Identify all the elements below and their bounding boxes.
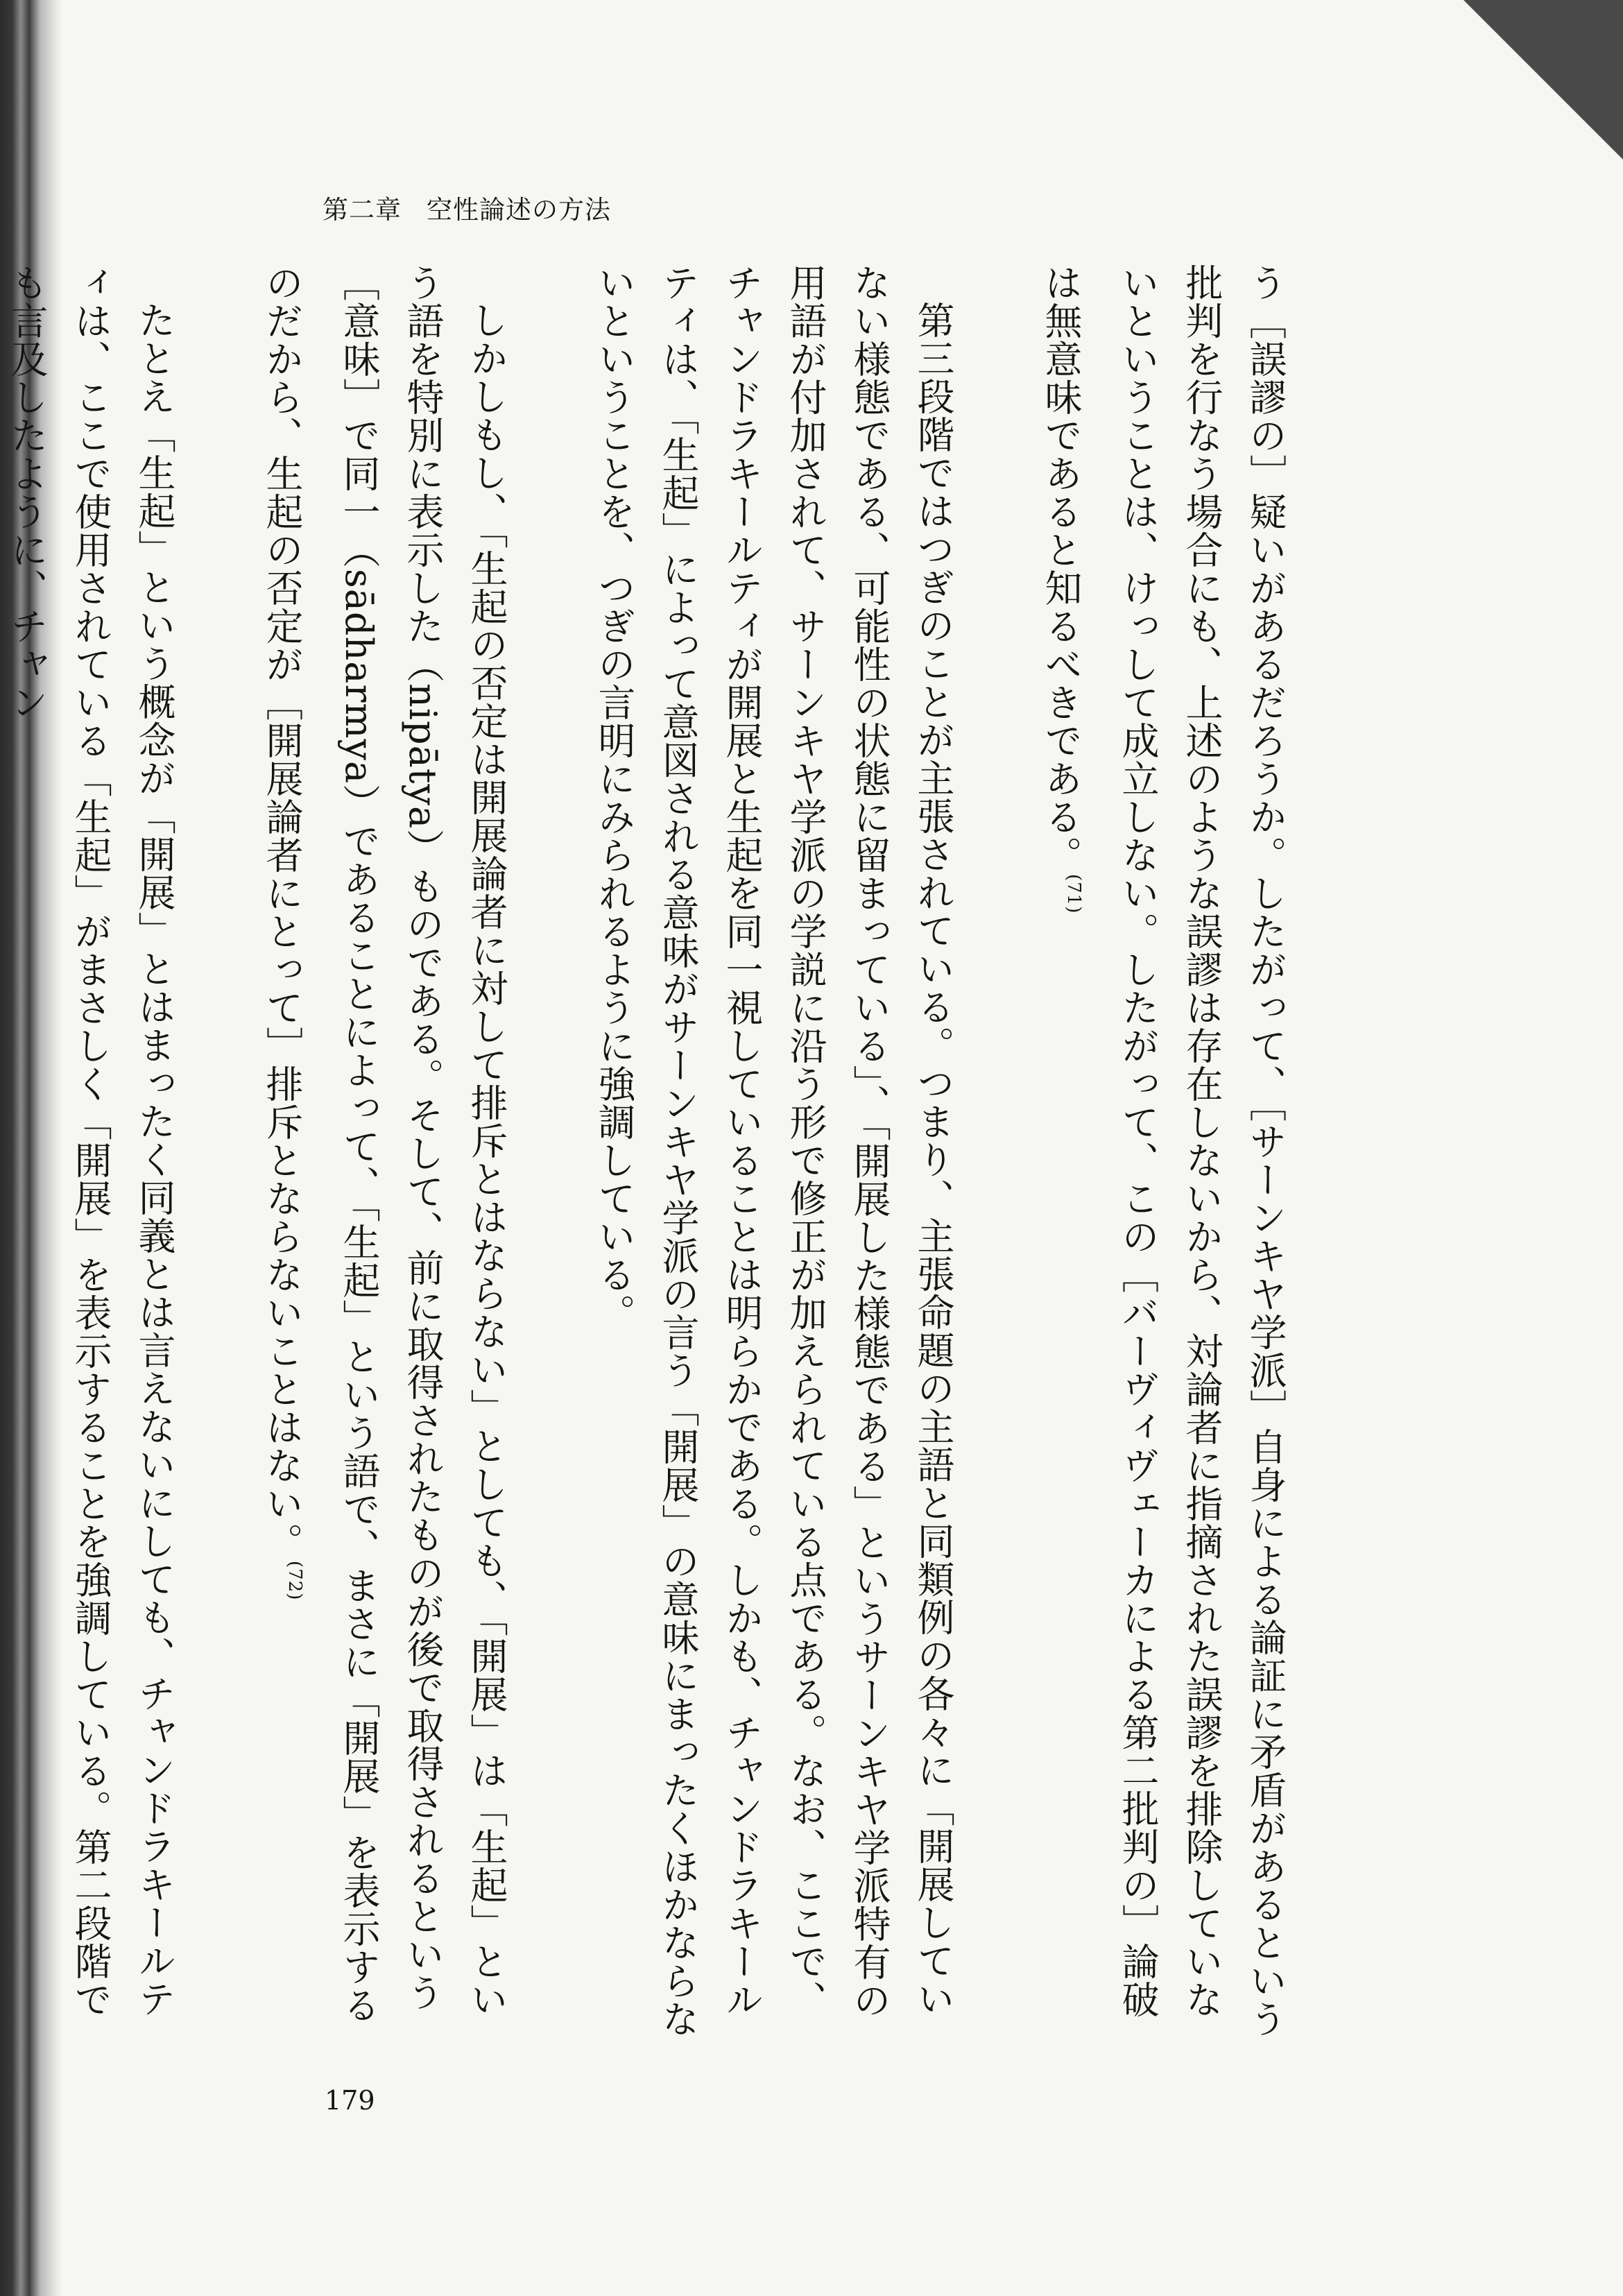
scan-corner-shadow (1463, 0, 1623, 160)
chapter-title: 空性論述の方法 (427, 195, 611, 225)
paragraph-1: う［誤謬の］疑いがあるだろうか。したがって、［サーンキヤ学派］自身による論証に矛盾があるという批判を行なう場合にも、上述のような誤謬は存在しないから、対論者に指摘された誤謬を排除していないということは、けっして成立しない。したがって、この［バーヴィヴェーカによる第二批判の］論破は無意味であると知るべきである。$^{(71)}$ (1039, 264, 1287, 2038)
page-number: 179 (325, 2085, 375, 2116)
footnote-ref-71[interactable]: (71) (1063, 874, 1084, 914)
vertical-text-body (0, 264, 1297, 2053)
running-head (323, 189, 611, 226)
paragraph-4: たとえ「生起」という概念が「開展」とはまったく同義とは言えないにしても、チャンドラキールティは、ここで使用されている「生起」がまさしく「開展」を表示することを強調している。第二段階でも言及したように、チャン (5, 264, 176, 2019)
footnote-ref-72[interactable]: (72) (284, 1561, 305, 1601)
paragraph-2: 第三段階ではつぎのことが主張されている。つまり、主張命題の主語と同類例の各々に「開展していない様態である、可能性の状態に留まっている」、「開展した様態である」というサーンキヤ学派特有の用語が付加されて、サーンキヤ学派の学説に沿う形で修正が加えられている点である。なお、ここで、チャンドラキールティが開展と生起を同一視していることは明らかである。しかも、チャンドラキールティは、「生起」によって意図される意味がサーンキヤ学派の言う「開展」の意味にまったくほかならないということを、つぎの言明にみられるように強調している。 (592, 264, 955, 2038)
chapter-label: 第二章 (323, 195, 402, 225)
paragraph-3: しかしもし、「生起の否定は開展論者に対して排斥とはならない」としても、「開展」は「生起」という語を特別に表示した（nipātya）ものである。そして、前に取得されたものが後で取得されるという［意味］で同一（sādharmya）であることによって、「生起」という語で、まさに「開展」を表示するのだから、生起の否定が［開展論者にとって］排斥とならないことはない。$^{(72)}$ (260, 264, 508, 2025)
